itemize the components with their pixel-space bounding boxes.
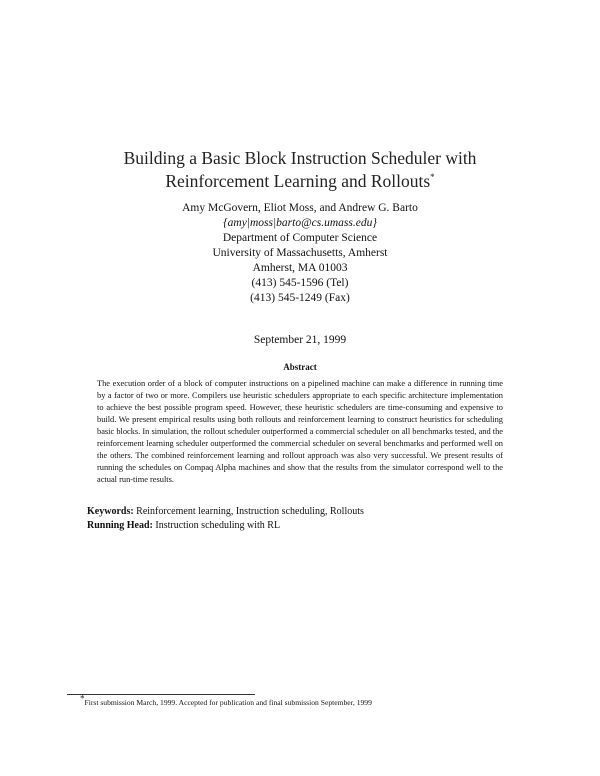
title-line-2 — [0, 170, 600, 193]
keywords-value: Reinforcement learning, Instruction scheduling, Rollouts — [136, 506, 364, 517]
author-email: {amy|moss|barto@cs.umass.edu} — [223, 217, 377, 229]
paper-date: September 21, 1999 — [253, 334, 347, 346]
title-footnote-mark: * — [430, 172, 435, 183]
author-department: Department of Computer Science — [222, 232, 378, 244]
title-line-1: Building a Basic Block Instruction Scheduler with — [123, 148, 477, 168]
abstract-heading: Abstract — [283, 362, 317, 372]
author-fax: (413) 545-1249 (Fax) — [250, 292, 350, 304]
abstract-text: The execution order of a block of computer instructions on a pipelined machine can make a difference in running time by a factor of two or more. Compilers use heuristic schedulers appropriate to each specific architecture implementation to achieve the best possible program speed. However, these heuristic schedulers are time-consuming and expensive to build. We present empirical results using both rollouts and reinforcement learning to construct heuristics for scheduling basic blocks. In simulation, the rollout scheduler outperformed a commercial scheduler on all benchmarks tested, and the reinforcement learning scheduler outperformed the commercial scheduler on several benchmarks and performed well on the others. The combined reinforcement learning and rollout approach was also very successful. We present results of running the schedules on Compaq Alpha machines and show that the results from the simulator correspond well to the actual run-time results. — [97, 379, 503, 484]
footnote-text: First submission March, 1999. Accepted for publication and final submission September, 1999 — [84, 698, 372, 707]
keywords-row — [87, 505, 517, 519]
running-head-row — [87, 519, 517, 533]
running-head-label: Running Head: — [87, 519, 153, 531]
author-city: Amherst, MA 01003 — [252, 262, 348, 274]
title-line-2-text: Reinforcement Learning and Rollouts — [165, 171, 431, 191]
keywords-label: Keywords: — [87, 506, 134, 517]
footnote — [80, 693, 540, 708]
author-tel: (413) 545-1596 (Tel) — [251, 277, 349, 289]
author-names: Amy McGovern, Eliot Moss, and Andrew G. Barto — [182, 202, 418, 214]
keywords-block — [87, 505, 517, 532]
footnote-rule — [67, 694, 255, 695]
paper-title — [0, 147, 600, 193]
author-university: University of Massachusetts, Amherst — [212, 247, 388, 259]
running-head-value: Instruction scheduling with RL — [155, 519, 281, 531]
footnote-mark: * — [80, 693, 85, 704]
author-block — [0, 201, 600, 306]
